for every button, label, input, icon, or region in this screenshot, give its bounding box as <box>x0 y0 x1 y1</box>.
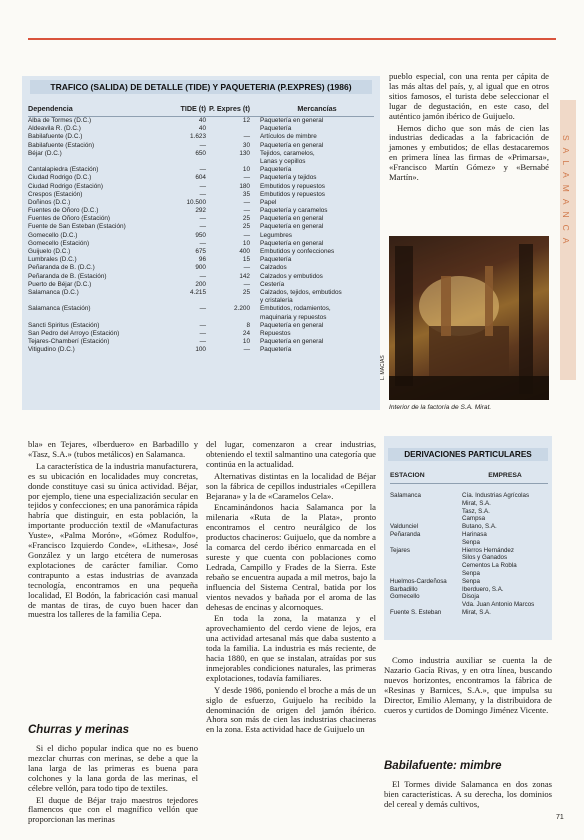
table-row <box>28 117 374 125</box>
estacion-cell: Peñaranda <box>390 530 421 538</box>
empresa-cell: Senpa <box>462 538 480 546</box>
estacion-cell <box>390 508 462 516</box>
mercancias-cell: Paquetería en general <box>260 117 324 124</box>
mercancias-cell: maquinaria y repuestos <box>260 313 327 321</box>
tide-cell: 650 <box>195 149 206 157</box>
dependencia-cell: Ciudad Rodrigo (Estación) <box>28 182 103 190</box>
mercancias-cell: Paquetería y caramelos <box>260 207 328 215</box>
empresa-cell: Campsa <box>462 515 486 523</box>
tide-cell <box>168 314 206 322</box>
tide-cell: 1.623 <box>190 133 206 141</box>
mercancias-cell: Embutidos y repuestos <box>260 182 326 190</box>
estacion-cell <box>390 515 462 523</box>
tide-cell: — <box>199 223 206 231</box>
mercancias-cell: Embutidos, rodamientos, <box>260 305 331 313</box>
estacion-cell: Salamanca <box>390 492 421 499</box>
header-mercancias: Mercancías <box>297 104 337 113</box>
derivaciones-table-header <box>390 472 548 484</box>
empresa-cell: Mirat, S.A. <box>462 608 491 616</box>
table-row <box>28 150 374 158</box>
column-2-text <box>206 440 376 737</box>
table-row <box>390 578 548 586</box>
pexpres-cell <box>206 125 250 133</box>
top-rule <box>28 38 556 40</box>
table-row <box>28 314 374 322</box>
header-pexpres: P. Expres (t) <box>208 104 250 113</box>
paragraph: del lugar, comenzaron a crear industrias, obteniendo el textil salmantino una categoría que continúa en la actualidad. <box>206 439 376 469</box>
trafico-table <box>28 104 374 354</box>
paragraph: Encaminándonos hacia Salamanca por la milenaria «Ruta de la Plata», pronto encontramos el centro neurálgico de los productos chacineros: Guijuelo, que da nombre a la comarca del cerdo ibérico enmarcada en el sureste y que cuenta con poblaciones como Ledrada, Campillo y Frades de la Sierra. Este rebaño se encuentra aupada a mil metros, bajo la influencia del Sistema Central, batida por los vientos nevados y bañada por el aroma de las dehesas de encinas y alcornoques. <box>206 502 376 612</box>
table-row <box>390 547 548 555</box>
pexpres-cell: — <box>243 346 250 354</box>
column-3-text <box>384 656 552 717</box>
tide-cell: 100 <box>195 346 206 354</box>
tide-cell: 96 <box>198 256 206 264</box>
table-row <box>28 232 374 240</box>
tide-cell: — <box>199 166 206 174</box>
pexpres-cell: 30 <box>242 141 250 149</box>
dependencia-cell: Tejares-Chamberí (Estación) <box>28 338 110 346</box>
paragraph: El duque de Béjar trajo maestros tejedores flamencos que con el magnífico vellón que proporcionan las merinas <box>28 794 198 825</box>
derivaciones-table-title: DERIVACIONES PARTICULARES <box>388 448 548 461</box>
mercancias-cell: Paquetería en general <box>260 223 324 231</box>
tide-cell: 675 <box>195 248 206 255</box>
mercancias-cell: Artículos de mimbre <box>260 133 317 141</box>
empresa-cell: Iberduero, S.A. <box>462 585 504 593</box>
pexpres-cell: 142 <box>239 272 250 280</box>
mercancias-cell: Calzados <box>260 264 287 272</box>
dependencia-cell <box>28 158 168 166</box>
pexpres-cell: 24 <box>242 329 250 337</box>
pexpres-cell: — <box>243 198 250 206</box>
table-row <box>28 264 374 272</box>
trafico-table-body <box>28 117 374 354</box>
dependencia-cell: Béjar (D.C.) <box>28 149 62 157</box>
mercancias-cell: Calzados y embutidos <box>260 272 323 280</box>
mercancias-cell: Legumbres <box>260 231 292 239</box>
dependencia-cell <box>28 297 168 305</box>
mercancias-cell: Embutidos y repuestos <box>260 190 326 198</box>
table-row <box>390 609 548 617</box>
heading-babilafuente: Babilafuente: mimbre <box>384 760 502 772</box>
empresa-cell: Disoja <box>462 593 480 601</box>
dependencia-cell: Crespos (Estación) <box>28 190 83 198</box>
empresa-cell: Butano, S.A. <box>462 523 497 531</box>
tide-cell: — <box>199 190 206 198</box>
mercancias-cell: Paquetería y tejidos <box>260 174 317 182</box>
pexpres-cell: 35 <box>242 190 250 198</box>
table-row <box>28 281 374 289</box>
mercancias-cell: Paquetería en general <box>260 321 324 329</box>
dependencia-cell: Ciudad Rodrigo (D.C.) <box>28 174 92 182</box>
estacion-cell <box>390 601 462 609</box>
table-row <box>28 330 374 338</box>
dependencia-cell: Babilafuente (D.C.) <box>28 133 83 141</box>
dependencia-cell: Gomecello (Estación) <box>28 239 90 247</box>
tide-cell: 10.500 <box>186 198 206 206</box>
mercancias-cell: Paquetería <box>260 346 292 354</box>
dependencia-cell: Aldeavila R. (D.C.) <box>28 125 81 133</box>
estacion-cell: Fuente S. Esteban <box>390 608 442 616</box>
table-row <box>28 256 374 264</box>
header-estacion: ESTACION <box>390 472 425 479</box>
table-row <box>28 248 374 256</box>
paragraph: bla» en Tejares, «Iberduero» en Barbadillo y «Tasz, S.A.» (tubos metálicos) en Salamanca. <box>28 439 198 459</box>
mercancias-cell: Paquetería <box>260 125 292 133</box>
table-row <box>28 297 374 305</box>
table-row <box>28 166 374 174</box>
table-row <box>28 207 374 215</box>
pexpres-cell: — <box>243 280 250 288</box>
table-row <box>28 191 374 199</box>
dependencia-cell: Gomecello (D.C.) <box>28 231 78 239</box>
empresa-cell: Vda. Juan Antonio Marcos <box>462 601 535 609</box>
tide-cell: — <box>199 272 206 280</box>
table-row <box>28 338 374 346</box>
table-row <box>390 523 548 531</box>
table-row <box>390 586 548 594</box>
dependencia-cell: Salamanca (Estación) <box>28 305 91 313</box>
empresa-cell: Hierros Hernández <box>462 546 514 554</box>
tide-cell: — <box>199 239 206 247</box>
paragraph: El Tormes divide Salamanca en dos zonas bien características. A su derecha, los dominios del cereal y demás cultivos, <box>384 779 552 809</box>
table-row <box>28 142 374 150</box>
pexpres-cell <box>206 297 250 305</box>
dependencia-cell: Sancti Spiritus (Estación) <box>28 321 100 329</box>
header-dependencia: Dependencia <box>28 104 73 113</box>
mercancias-cell: Embutidos y confecciones <box>260 248 335 255</box>
empresa-cell: Tasz, S.A. <box>462 507 490 515</box>
tide-cell <box>168 158 206 166</box>
mercancias-cell: Lanas y cepillos <box>260 157 306 165</box>
trafico-table-header <box>28 104 374 117</box>
estacion-cell: Barbadillo <box>390 585 418 593</box>
table-row <box>28 158 374 166</box>
estacion-cell <box>390 554 462 562</box>
table-row <box>390 562 548 570</box>
tide-cell: 4.215 <box>190 288 206 296</box>
tide-cell: — <box>199 321 206 329</box>
page-number: 71 <box>556 814 564 821</box>
pexpres-cell: 12 <box>242 117 250 124</box>
dependencia-cell: Alba de Tormes (D.C.) <box>28 117 92 124</box>
pexpres-cell: — <box>243 133 250 141</box>
table-row <box>390 593 548 601</box>
table-row <box>28 273 374 281</box>
mercancias-cell: Cestería <box>260 280 285 288</box>
dependencia-cell: Peñaranda de B. (Estación) <box>28 272 107 280</box>
pexpres-cell: — <box>243 174 250 182</box>
dependencia-cell: Peñaranda de B. (D.C.) <box>28 264 95 272</box>
dependencia-cell: Fuente de San Esteban (Estación) <box>28 223 126 231</box>
mercancias-cell: Paquetería en general <box>260 141 324 149</box>
estacion-cell <box>390 539 462 547</box>
pexpres-cell: 2.200 <box>234 305 250 313</box>
table-row <box>390 531 548 539</box>
header-empresa: EMPRESA <box>488 472 522 479</box>
estacion-cell: Gomecello <box>390 593 420 601</box>
empresa-cell: Mirat, S.A. <box>462 499 491 507</box>
pexpres-cell <box>206 158 250 166</box>
mercancias-cell: Paquetería en general <box>260 338 324 346</box>
table-row <box>28 215 374 223</box>
estacion-cell <box>390 500 462 508</box>
table-row <box>28 289 374 297</box>
pexpres-cell: 15 <box>242 256 250 264</box>
heading-churras: Churras y merinas <box>28 724 129 736</box>
pexpres-cell <box>206 314 250 322</box>
table-row <box>390 570 548 578</box>
pexpres-cell: 25 <box>242 288 250 296</box>
trafico-table-title: TRAFICO (SALIDA) DE DETALLE (TIDE) Y PAQUETERIA (P.EXPRES) (1986) <box>30 80 372 94</box>
paragraph: Y desde 1986, poniendo el broche a más de un siglo de esfuerzo, Guijuelo ha recibido la denominación de origen del jamón ibérico. Ahora son más de cien las industrias chacineras en la zona. Esta actividad hace de Guijuelo un <box>206 684 376 735</box>
pexpres-cell: 10 <box>242 239 250 247</box>
empresa-cell: Senpa <box>462 569 480 577</box>
column-1-text-2 <box>28 744 198 827</box>
tide-cell: 950 <box>195 231 206 239</box>
paragraph: En toda la zona, la matanza y el aprovechamiento del cerdo viene de lejos, era una actividad artesanal más que daba sustento a toda la familia. La industria es más reciente, de hacia 1880, en que se instalan, atraídas por sus inmejorables condiciones naturales, las primeras explotaciones, todavía familiares. <box>206 613 376 683</box>
dependencia-cell: Fuentes de Oñoro (Estación) <box>28 215 111 223</box>
table-row <box>28 346 374 354</box>
mercancias-cell: Tejidos, caramelos, <box>260 149 315 157</box>
mercancias-cell: Paquetería en general <box>260 215 324 223</box>
pexpres-cell: 10 <box>242 166 250 174</box>
tide-cell: — <box>199 305 206 313</box>
table-row <box>28 305 374 313</box>
right-top-text <box>389 72 549 185</box>
empresa-cell: Senpa <box>462 577 480 585</box>
dependencia-cell: Lumbrales (D.C.) <box>28 256 77 264</box>
pexpres-cell: 10 <box>242 338 250 346</box>
estacion-cell: Valdunciel <box>390 523 419 531</box>
dependencia-cell <box>28 314 168 322</box>
table-row <box>390 554 548 562</box>
tide-cell: 200 <box>195 280 206 288</box>
table-row <box>390 492 548 500</box>
pexpres-cell: 8 <box>246 321 250 329</box>
column-1-text <box>28 440 198 622</box>
empresa-cell: Cía. Industrias Agrícolas <box>462 492 530 499</box>
derivaciones-table-body <box>390 492 548 617</box>
header-tide: TIDE (t) <box>180 104 206 113</box>
dependencia-cell: Guijuelo (D.C.) <box>28 248 71 255</box>
derivaciones-table <box>390 472 548 617</box>
estacion-cell <box>390 562 462 570</box>
table-row <box>390 539 548 547</box>
table-row <box>28 174 374 182</box>
factory-photo <box>389 236 549 400</box>
table-row <box>390 515 548 523</box>
photo-credit: L. MACIAS <box>380 355 386 380</box>
pexpres-cell: — <box>243 264 250 272</box>
mercancias-cell: Calzados, tejidos, embutidos <box>260 288 342 296</box>
mercancias-cell: Papel <box>260 198 277 206</box>
pexpres-cell: — <box>243 231 250 239</box>
table-row <box>28 133 374 141</box>
pexpres-cell: 25 <box>242 223 250 231</box>
dependencia-cell: Vitigudino (D.C.) <box>28 346 75 354</box>
estacion-cell: Tejares <box>390 546 410 554</box>
tide-cell: — <box>199 338 206 346</box>
pexpres-cell: 180 <box>239 182 250 190</box>
dependencia-cell: Salamanca (D.C.) <box>28 288 79 296</box>
mercancias-cell: Paquetería en general <box>260 239 324 247</box>
mercancias-cell: y cristalería <box>260 297 293 305</box>
table-row <box>390 500 548 508</box>
paragraph: Como industria auxiliar se cuenta la de Nazario Gacía Rivas, y en otra línea, buscando nuevos horizontes, encontramos la fábrica de «Resinas y Barnices, S.A.», que impulsa su Director, Emilio Alemany, y la distribuidora de cueros y curtidos de Domingo Jiménez Vicente. <box>384 655 552 715</box>
tide-cell: 40 <box>198 117 206 124</box>
dependencia-cell: Cantalapiedra (Estación) <box>28 166 99 174</box>
pexpres-cell: 25 <box>242 215 250 223</box>
sidebar-word: SALAMANCA <box>561 135 571 251</box>
dependencia-cell: Fuentes de Oñoro (D.C.) <box>28 207 99 215</box>
tide-cell: — <box>199 329 206 337</box>
estacion-cell: Huelmos-Cardeñosa <box>390 577 447 585</box>
empresa-cell: Silos y Ganados <box>462 554 508 562</box>
paragraph: La característica de la industria manufacturera, es su ubicación en localidades muy concretas, donde constituye casi su única actividad. Béjar, por ejemplo, tiene una especialización secular en tejidos y confecciones; en una panorámica rápida habría que distinguir, en esta población, la importante producción textil de «Manufacturas Yuste», «Palma Morón», «Gómez Rodulfo», «Francisco Izquierdo Conde», «Lithesa», José González y un largo etcétera de numerosas explotaciones de carácter familiar. Como contrapunto a estas industrias de avanzada tecnología, encontramos en una pequeña localidad, El Bodón, la fabricación casi manual de mantas de tiras, de cuyo buen hacer dan muestra los talleres de la familia Cepa. <box>28 460 198 620</box>
pexpres-cell: — <box>243 207 250 215</box>
tide-cell: 604 <box>195 174 206 182</box>
trafico-table-box <box>22 76 380 410</box>
paragraph: pueblo especial, con una renta per cápita de las más altas del país, y, al igual que en otros sitios famosos, el turista debe seleccionar el lugar de degustación, en este caso, del auténtico jamón ibérico de Guijuelo. <box>389 71 549 121</box>
table-row <box>28 183 374 191</box>
tide-cell: 900 <box>195 264 206 272</box>
dependencia-cell: Puerto de Béjar (D.C.) <box>28 280 92 288</box>
photo-caption: Interior de la factoría de S.A. Mirat. <box>389 404 492 411</box>
column-3-text-2 <box>384 780 552 812</box>
tide-cell <box>168 297 206 305</box>
table-row <box>28 125 374 133</box>
table-row <box>390 508 548 516</box>
factory-interior-image <box>389 236 549 400</box>
pexpres-cell: 400 <box>239 248 250 255</box>
table-row <box>28 223 374 231</box>
tide-cell: — <box>199 141 206 149</box>
pexpres-cell: 130 <box>239 149 250 157</box>
tide-cell: — <box>199 215 206 223</box>
table-row <box>390 601 548 609</box>
dependencia-cell: Doñinos (D.C.) <box>28 198 71 206</box>
empresa-cell: Harinasa <box>462 530 487 538</box>
mercancias-cell: Repuestos <box>260 329 291 337</box>
table-row <box>28 199 374 207</box>
tide-cell: 292 <box>195 207 206 215</box>
derivaciones-table-box <box>384 436 552 640</box>
tide-cell: 40 <box>198 125 206 133</box>
paragraph: Si el dicho popular indica que no es bueno mezclar churras con merinas, se debe a que la lana larga de las primeras es buena para colchones y la lana gorda de las merinas, el célebre vellón, para todo tipo de textiles. <box>28 743 198 793</box>
empresa-cell: Cementos La Robla <box>462 562 517 570</box>
estacion-cell <box>390 570 462 578</box>
mercancias-cell: Paquetería <box>260 256 292 264</box>
paragraph: Hemos dicho que son más de cien las industrias dedicadas a la fabricación de jamones y embutidos; de ellas destacaremos en primera línea las firmas de «Primarsa», «Francisco Martín Gómez» y «Bernabé Martín». <box>389 122 549 183</box>
mercancias-cell: Paquetería <box>260 166 292 174</box>
table-row <box>28 322 374 330</box>
paragraph: Alternativas distintas en la localidad de Béjar son la fábrica de cepillos industriales «Cepillera Bejarana» y la de «Caramelos Cela». <box>206 470 376 501</box>
dependencia-cell: San Pedro del Arroyo (Estación) <box>28 329 120 337</box>
table-row <box>28 240 374 248</box>
tide-cell: — <box>199 182 206 190</box>
dependencia-cell: Babilafuente (Estación) <box>28 141 95 149</box>
